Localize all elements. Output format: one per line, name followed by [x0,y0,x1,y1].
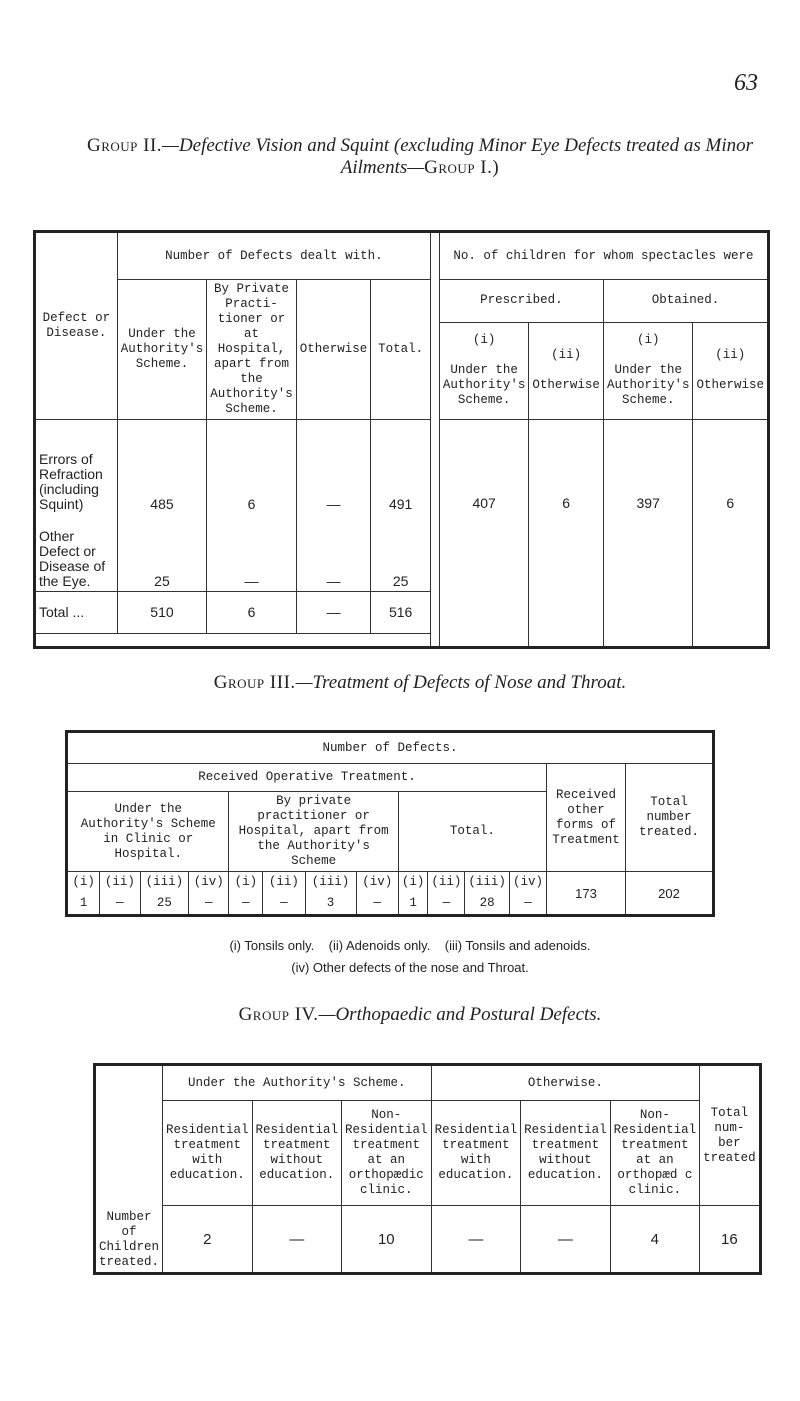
cell-value: 25 [117,514,207,592]
res-with-header: Residential treatment with education. [163,1101,253,1206]
total-value: 516 [371,592,431,634]
res-with-otherwise-header: Residential treatment with education. [431,1101,521,1206]
prescribed-i-value: 407 [439,420,529,648]
total-value: — [428,894,465,916]
group3-heading [60,672,780,694]
prescribed-ii-header [529,322,604,419]
row-label: Other Defect or Disease of the Eye. [35,514,118,592]
private-header: By Private Practi- tioner or at Hospital, apart from the Authority's Scheme. [207,280,297,420]
obtained-ii-num: (ii) [715,348,746,363]
obtained-ii-header [693,322,769,419]
other-forms-value: 173 [547,872,626,916]
spacer [430,232,439,648]
prescribed-i-label: Under the Authority's Scheme. [442,363,526,408]
cell-value: 2 [163,1206,253,1274]
cell-value: 4 [610,1206,700,1274]
under-authority-header: Under the Authority's Scheme. [117,280,207,420]
group2-heading [60,135,780,179]
total-number-value: 202 [626,872,714,916]
page-number: 63 [734,70,758,96]
group4-heading [60,1004,780,1026]
sub-label: (i) [67,872,100,894]
sub-label: (iv) [189,872,229,894]
res-without-otherwise-header: Residential treatment without education. [521,1101,611,1206]
under-authority-header: Under the Authority's Scheme. [163,1065,432,1101]
nonres-header: Non- Residential treatment at an orthopædic clinic. [342,1101,432,1206]
operative-header: Received Operative Treatment. [67,764,547,792]
cell-value: 10 [342,1206,432,1274]
defect-header: Defect or Disease. [35,232,118,420]
other-forms-header: Received other forms of Treatment [547,764,626,872]
cell-value: — [207,514,297,592]
total-value: 28 [465,894,510,916]
blank-header [95,1065,163,1206]
number-of-defects-header: Number of Defects dealt with. [117,232,430,280]
under-value: 1 [67,894,100,916]
cell-value: — [521,1206,611,1274]
private-header: By private practitioner or Hospital, apart from the Authority's Scheme [229,792,398,872]
obtained-header: Obtained. [603,280,768,323]
obtained-i-num: (i) [636,333,660,348]
total-value: 510 [117,592,207,634]
obtained-i-header [603,322,693,419]
prescribed-header: Prescribed. [439,280,603,323]
nonres-otherwise-header: Non- Residential treatment at an orthopæd c clinic. [610,1101,700,1206]
sub-label: (ii) [100,872,140,894]
total-header: Total. [371,280,431,420]
sub-label: (iii) [465,872,510,894]
prescribed-i-num: (i) [472,333,496,348]
sub-label: (iv) [509,872,546,894]
group3-heading-title: —Treatment of Defects of Nose and Throat. [295,672,627,693]
sub-label: (i) [229,872,263,894]
cell-value: — [296,514,371,592]
otherwise-header: Otherwise [296,280,371,420]
group4-table [93,1063,762,1275]
cell-value: 491 [371,420,431,514]
cell-value: — [431,1206,521,1274]
total-value: 6 [207,592,297,634]
total-header: Total num- ber treated [700,1065,761,1206]
cell-value: 25 [371,514,431,592]
note-line-1: (i) Tonsils only. (ii) Adenoids only. (iii) Tonsils and adenoids. [229,938,591,953]
row-label: Number of Children treated. [95,1206,163,1274]
private-value: — [263,894,305,916]
obtained-ii-label: Otherwise [696,378,764,393]
number-of-defects-header: Number of Defects. [67,732,714,764]
note-line-2: (iv) Other defects of the nose and Throat. [291,960,529,975]
sub-label: (iii) [140,872,189,894]
bottom-spacer [35,634,431,648]
group2-heading-suffix: Group I.) [424,157,500,178]
sub-label: (ii) [263,872,305,894]
under-value: 25 [140,894,189,916]
prescribed-i-header [439,322,529,419]
group3-notes [60,935,760,979]
private-value: — [229,894,263,916]
total-number-header: Total number treated. [626,764,714,872]
under-value: — [189,894,229,916]
under-scheme-header: Under the Authority's Scheme in Clinic or Hospital. [67,792,229,872]
under-value: — [100,894,140,916]
sub-label: (iv) [356,872,398,894]
obtained-i-value: 397 [603,420,693,648]
cell-value: 16 [700,1206,761,1274]
private-value: — [356,894,398,916]
group2-table [33,230,770,649]
group3-table [65,730,715,917]
cell-value: 6 [207,420,297,514]
prescribed-ii-label: Otherwise [532,378,600,393]
total-value: 1 [398,894,428,916]
group2-heading-title: —Defective Vision and Squint (excluding Minor Eye Defects treated as Minor Ailments— [162,135,754,178]
sub-label: (iii) [305,872,356,894]
sub-label: (i) [398,872,428,894]
obtained-i-label: Under the Authority's Scheme. [606,363,690,408]
group2-heading-prefix: Group II. [86,135,163,156]
group4-heading-prefix: Group IV. [238,1004,319,1025]
otherwise-header: Otherwise. [431,1065,700,1101]
total-value: — [509,894,546,916]
total-header: Total. [398,792,546,872]
private-value: 3 [305,894,356,916]
sub-label: (ii) [428,872,465,894]
obtained-ii-value: 6 [693,420,769,648]
cell-value: 485 [117,420,207,514]
cell-value: — [252,1206,342,1274]
total-row-label: Total ... [35,592,118,634]
total-value: — [296,592,371,634]
prescribed-ii-value: 6 [529,420,604,648]
group3-heading-prefix: Group III. [213,672,296,693]
cell-value: — [296,420,371,514]
prescribed-ii-num: (ii) [551,348,582,363]
group4-heading-title: —Orthopaedic and Postural Defects. [318,1004,602,1025]
row-label: Errors of Refraction (including Squint) [35,420,118,514]
res-without-header: Residential treatment without education. [252,1101,342,1206]
children-spectacles-header: No. of children for whom spectacles were [439,232,768,280]
